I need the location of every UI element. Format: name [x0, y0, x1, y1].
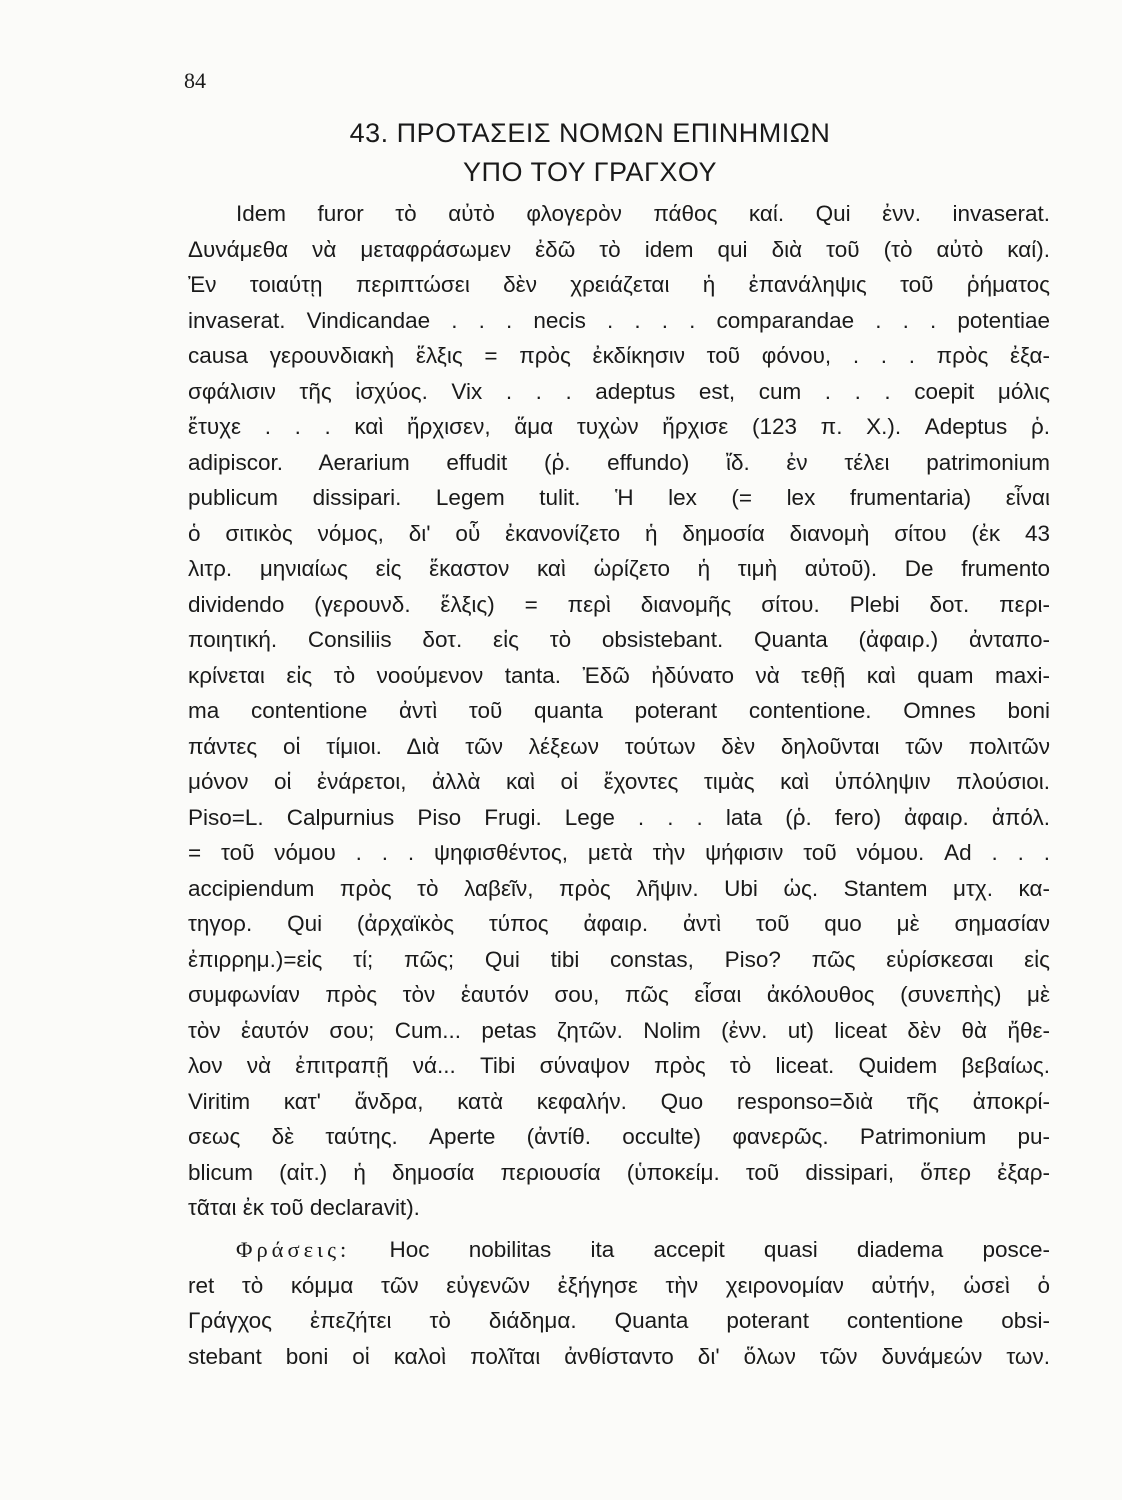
text-line: λιτρ. μηνιαίως εἰς ἕκαστον καὶ ὡρίζετο ἡ τιμὴ αὐτοῦ). De frumento [188, 556, 1050, 581]
text-line: dividendo (γερουνδ. ἕλξις) = περὶ διανομῆς σίτου. Plebi δοτ. περι- [188, 591, 1050, 617]
text-line: accipiendum πρὸς τὸ λαβεῖν, πρὸς λῆψιν. Ubi ὡς. Stantem μτχ. κα- [188, 875, 1050, 901]
text-line: συμφωνίαν πρὸς τὸν ἑαυτόν σου, πῶς εἶσαι ἀκόλουθος (συνεπὴς) μὲ [188, 982, 1050, 1007]
section-title-line-1: 43. ΠΡΟΤΑΣΕΙΣ ΝΟΜΩΝ ΕΠΙΝΗΜΙΩΝ [349, 118, 831, 148]
section-title-line-2: ΥΠΟ ΤΟΥ ΓΡΑΓΧΟΥ [462, 157, 718, 187]
text-line: Viritim κατ' ἄνδρα, κατὰ κεφαλήν. Quo responso=διὰ τῆς ἀποκρί- [188, 1088, 1050, 1114]
text-line: stebant boni οἱ καλοὶ πολῖται ἀνθίσταντο δι' ὅλων τῶν δυνάμεών των. [188, 1343, 1050, 1369]
phrases-label: Φράσεις: [236, 1237, 351, 1262]
text-line: λον νὰ ἐπιτραπῇ νά... Tibi σύναψον πρὸς τὸ liceat. Quidem βεβαίως. [188, 1053, 1050, 1078]
text-line: σφάλισιν τῆς ἰσχύος. Vix . . . adeptus est, cum . . . coepit μόλις [188, 378, 1050, 404]
page-number: 84 [184, 68, 206, 93]
text-line: τὸν ἑαυτόν σου; Cum... petas ζητῶν. Nolim (ἐνν. ut) liceat δὲν θὰ ἤθε- [188, 1017, 1050, 1043]
text-line: σεως δὲ ταύτης. Aperte (ἀντίθ. occulte) φανερῶς. Patrimonium pu- [188, 1124, 1050, 1149]
text-line: causa γερουνδιακὴ ἕλξις = πρὸς ἐκδίκησιν τοῦ φόνου, . . . πρὸς ἐξα- [188, 343, 1050, 368]
text-line: Δυνάμεθα νὰ μεταφράσωμεν ἐδῶ τὸ idem qui διὰ τοῦ (τὸ αὐτὸ καί). [188, 236, 1050, 262]
text-line: Ἐν τοιαύτῃ περιπτώσει δὲν χρειάζεται ἡ ἐπανάληψις τοῦ ῥήματος [188, 272, 1050, 297]
text-line: invaserat. Vindicandae . . . necis . . . . comparandae . . . potentiae [188, 307, 1050, 333]
text-line: κρίνεται εἰς τὸ νοούμενον tanta. Ἐδῶ ἠδύνατο νὰ τεθῇ καὶ quam maxi- [188, 662, 1050, 688]
text-line: Idem furor τὸ αὐτὸ φλογερὸν πάθος καί. Qui ἐνν. invaserat. [236, 201, 1050, 226]
text-line: ma contentione ἀντὶ τοῦ quanta poterant contentione. Omnes boni [188, 698, 1050, 723]
text-line: ret τὸ κόμμα τῶν εὐγενῶν ἐξήγησε τὴν χειρονομίαν αὐτήν, ὡσεὶ ὁ [188, 1272, 1050, 1298]
phrases-first-line [188, 1232, 1050, 1268]
text-line: τηγορ. Qui (ἀρχαϊκὸς τύπος ἀφαιρ. ἀντὶ τοῦ quo μὲ σημασίαν [188, 911, 1050, 936]
text-line: adipiscor. Aerarium effudit (ῥ. effundo) ἴδ. ἐν τέλει patrimonium [188, 449, 1050, 475]
text-line: Γράγχος ἐπεζήτει τὸ διάδημα. Quanta poterant contentione obsi- [188, 1308, 1050, 1333]
text-line: Piso=L. Calpurnius Piso Frugi. Lege . . . lata (ῥ. fero) ἀφαιρ. ἀπόλ. [188, 804, 1050, 830]
commentary-paragraph [188, 196, 1050, 1226]
text-line: publicum dissipari. Legem tulit. Ἡ lex (= lex frumentaria) εἶναι [188, 485, 1050, 510]
text-line: τᾶται ἐκ τοῦ declaravit). [188, 1195, 420, 1220]
text-line: = τοῦ νόμου . . . ψηφισθέντος, μετὰ τὴν ψήφισιν τοῦ νόμου. Ad . . . [188, 840, 1050, 865]
text-line: blicum (αἰτ.) ἡ δημοσία περιουσία (ὑποκείμ. τοῦ dissipari, ὅπερ ἐξαρ- [188, 1159, 1050, 1185]
text-line: ὁ σιτικὸς νόμος, δι' οὗ ἐκανονίζετο ἡ δημοσία διανομὴ σίτου (ἐκ 43 [188, 520, 1050, 546]
text-line: ποιητική. Consiliis δοτ. εἰς τὸ obsistebant. Quanta (ἀφαιρ.) ἀνταπο- [188, 627, 1050, 652]
text-line: πάντες οἱ τίμιοι. Διὰ τῶν λέξεων τούτων δὲν δηλοῦνται τῶν πολιτῶν [188, 733, 1050, 759]
text-line: ἐπιρρημ.)=εἰς τί; πῶς; Qui tibi constas, Piso? πῶς εὑρίσκεσαι εἰς [188, 946, 1050, 972]
phrases-paragraph [188, 1232, 1050, 1374]
text-line: μόνον οἱ ἐνάρετοι, ἀλλὰ καὶ οἱ ἔχοντες τιμὰς καὶ ὑπόληψιν πλούσιοι. [188, 769, 1050, 794]
phrases-first-line-text: Hoc nobilitas ita accepit quasi diadema posce- [389, 1237, 1050, 1262]
text-line: ἔτυχε . . . καὶ ἤρχισεν, ἅμα τυχὼν ἤρχισε (123 π. Χ.). Adeptus ῥ. [188, 414, 1050, 439]
